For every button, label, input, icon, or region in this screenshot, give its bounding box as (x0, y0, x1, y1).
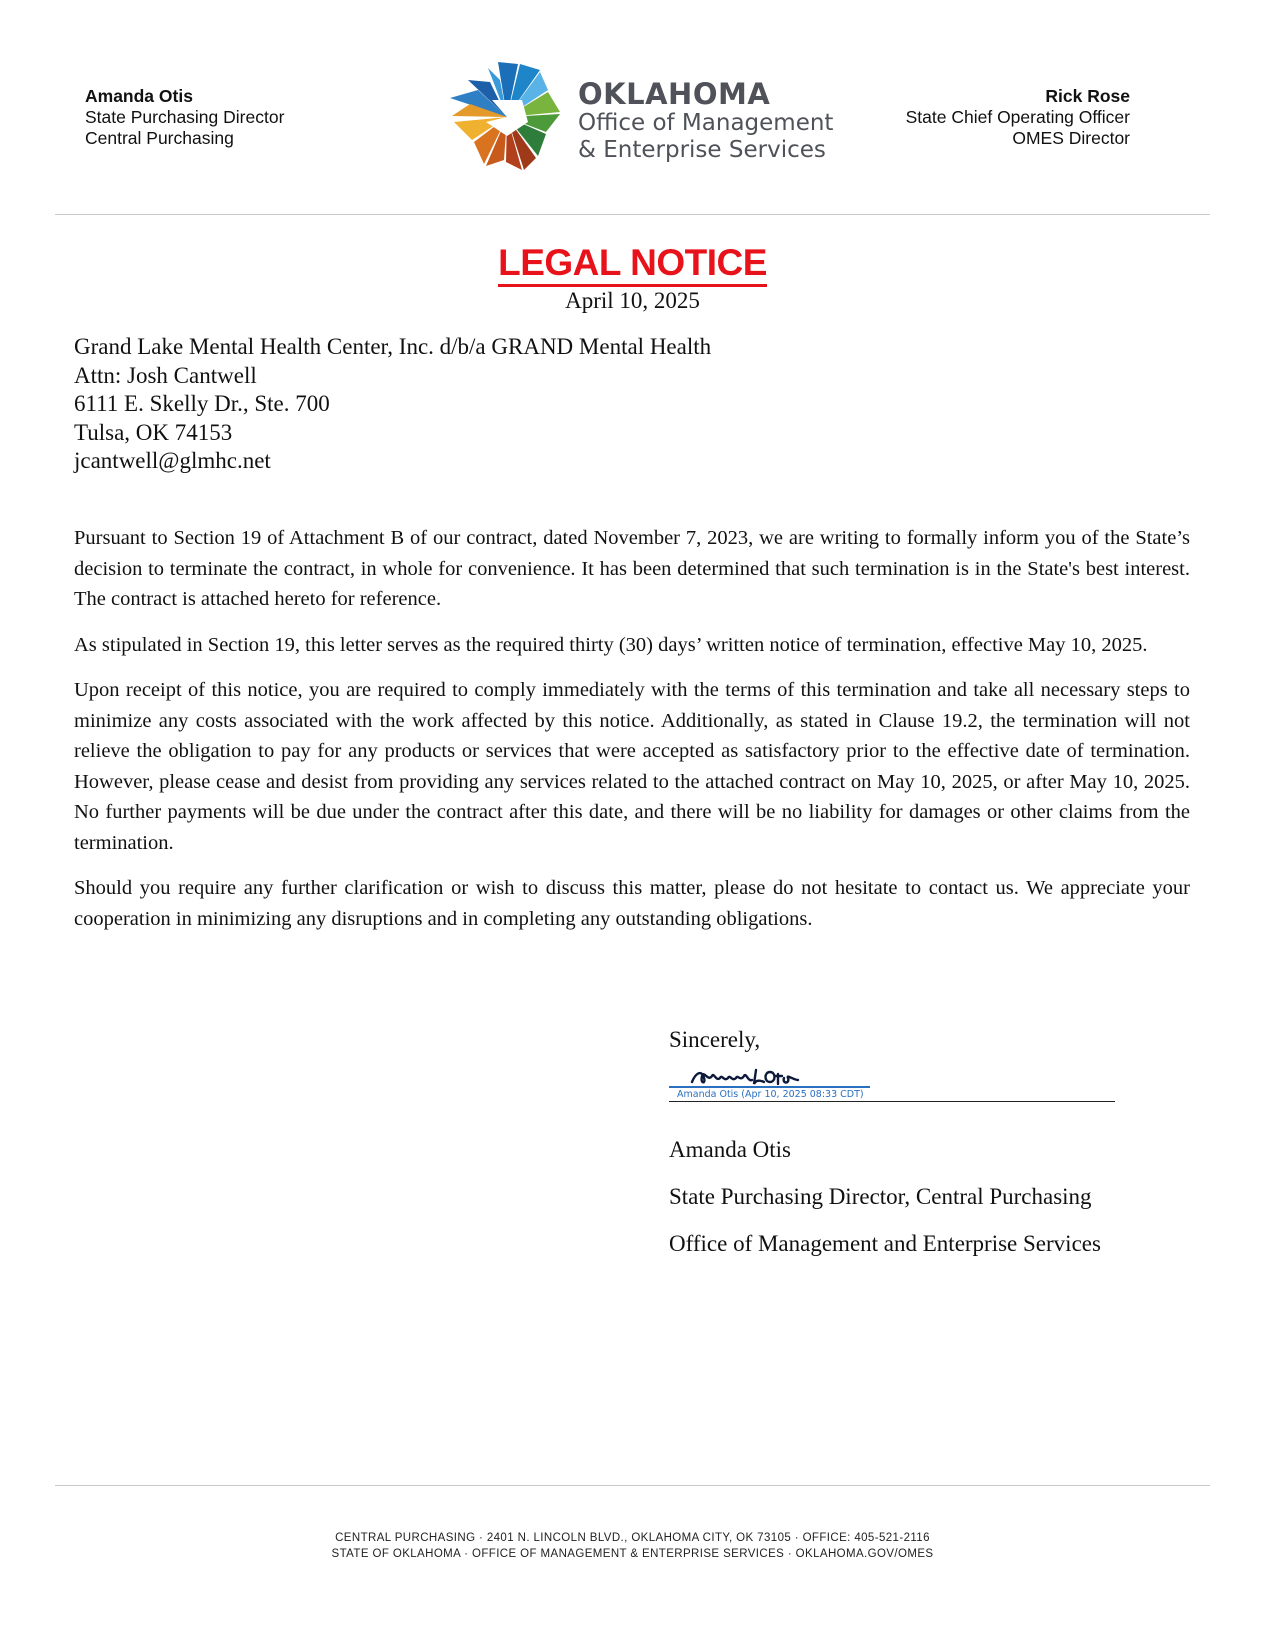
signer-title: State Purchasing Director, Central Purchasing (669, 1184, 1092, 1209)
notice-title: LEGAL NOTICE (498, 242, 767, 287)
director-name: Amanda Otis (85, 86, 193, 106)
header-divider (55, 214, 1210, 215)
footer-divider (55, 1485, 1210, 1486)
recipient-org: Grand Lake Mental Health Center, Inc. d/b/a GRAND Mental Health (74, 334, 712, 359)
signature-line (669, 1101, 1115, 1102)
recipient-street: 6111 E. Skelly Dr., Ste. 700 (74, 391, 330, 416)
recipient-address (74, 333, 711, 476)
footer-address: CENTRAL PURCHASING · 2401 N. LINCOLN BLVD., OKLAHOMA CITY, OK 73105 · OFFICE: 405-521-2116 (335, 1532, 930, 1544)
handwritten-signature (690, 1066, 830, 1088)
recipient-email: jcantwell@glmhc.net (74, 448, 271, 473)
header-left-contact (85, 86, 284, 149)
logo-services-line: & Enterprise Services (578, 137, 826, 163)
oklahoma-star-logo-icon (448, 60, 566, 175)
recipient-city: Tulsa, OK 74153 (74, 419, 233, 445)
paragraph: Pursuant to Section 19 of Attachment B of our contract, dated November 7, 2023, we are writing to formally inform you of the State’s decision to terminate the contract, in whole for convenience. It has been determined that such termination is in the State's best interest. The contract is attached hereto for reference. (74, 527, 1190, 610)
closing: Sincerely, (669, 1027, 761, 1052)
logo-text (578, 78, 833, 164)
logo-state: OKLAHOMA (578, 77, 771, 111)
paragraph: Upon receipt of this notice, you are required to comply immediately with the terms of this termination and take all necessary steps to minimize any costs associated with the work affected by this notice. Additionally, as stated in Clause 19.2, the termination will not relieve the obligation to pay for any products or services that were accepted as satisfactory prior to the effective date of termination. However, please cease and desist from providing any services related to the attached contract on May 10, 2025, or after May 10, 2025. No further payments will be due under the contract after this date, and there will be no liability for damages or other claims from the termination. (74, 679, 1190, 854)
coo-title: State Chief Operating Officer (905, 107, 1130, 127)
signature-underline (669, 1086, 870, 1088)
footer-agency: STATE OF OKLAHOMA · OFFICE OF MANAGEMENT & ENTERPRISE SERVICES · OKLAHOMA.GOV/OMES (331, 1548, 934, 1560)
coo-name: Rick Rose (1045, 86, 1130, 106)
logo-office-line: Office of Management (578, 110, 834, 136)
signer-name: Amanda Otis (669, 1137, 792, 1162)
letter-body (74, 523, 1190, 949)
director-dept: Central Purchasing (85, 128, 234, 148)
paragraph: Should you require any further clarification or wish to discuss this matter, please do not hesitate to contact us. We appreciate your cooperation in minimizing any disruptions and in completing any outstanding obligations. (74, 877, 1190, 930)
paragraph: As stipulated in Section 19, this letter serves as the required thirty (30) days’ written notice of termination, effective May 10, 2025. (74, 633, 1148, 656)
recipient-attn: Attn: Josh Cantwell (74, 362, 257, 388)
header-right-contact (906, 86, 1130, 149)
notice-title-wrap (0, 242, 1265, 287)
footer (0, 1530, 1265, 1562)
signature-block (669, 1126, 1101, 1267)
signer-org: Office of Management and Enterprise Services (669, 1231, 1101, 1256)
director-title: State Purchasing Director (85, 107, 285, 127)
signature-timestamp: Amanda Otis (Apr 10, 2025 08:33 CDT) (677, 1089, 864, 1100)
notice-date: April 10, 2025 (565, 288, 700, 313)
coo-dept: OMES Director (1012, 128, 1130, 148)
omes-logo (448, 60, 848, 175)
